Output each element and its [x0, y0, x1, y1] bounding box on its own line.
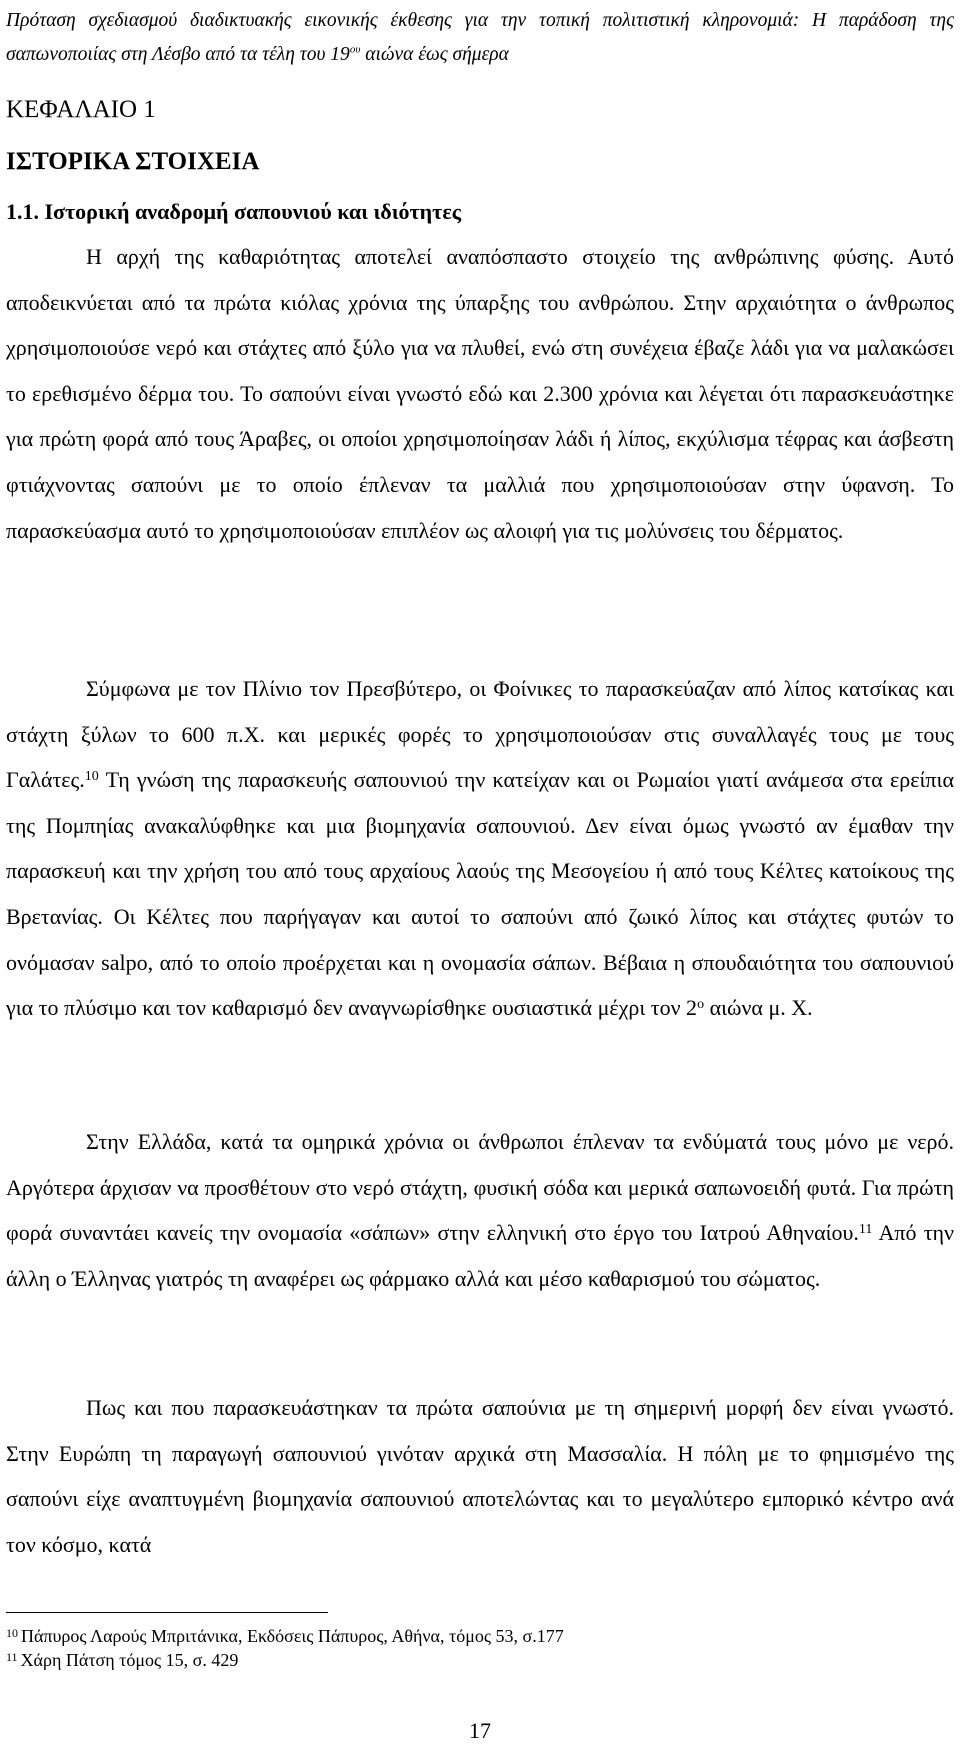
running-header-end: αιώνα έως σήμερα — [360, 44, 509, 65]
paragraph-1: Η αρχή της καθαριότητας αποτελεί αναπόσπαστο στοιχείο της ανθρώπινης φύσης. Αυτό αποδεικνύεται από τα πρώτα κιόλας χρόνια της ύπαρξης του ανθρώπου. Στην αρχαιότητα ο άνθρωπος χρησιμοποιούσε νερό και στάχτες από ξύλο για να πλυθεί, ενώ στη συνέχεια έβαζε λάδι για να μαλακώσει το ερεθισμένο δέρμα του. Το σαπούνι είναι γνωστό εδώ και 2.300 χρόνια και λέγεται ότι παρασκευάστηκε για πρώτη φορά από τους Άραβες, οι οποίοι χρησιμοποίησαν λάδι ή λίπος, εκχύλισμα τέφρας και άσβεστη φτιάχνοντας σαπούνι με το οποίο έπλεναν τα μαλλιά που χρησιμοποιούσαν στην ύφανση. Το παρασκεύασμα αυτό το χρησιμοποιούσαν επιπλέον ως αλοιφή για τις μολύνσεις του δέρματος. — [6, 244, 954, 543]
footnote-number: 11 — [6, 1649, 18, 1664]
footnote-number: 10 — [6, 1625, 18, 1640]
chapter-label: ΚΕΦΑΛΑΙΟ 1 — [6, 96, 156, 123]
running-header — [6, 4, 954, 72]
paragraph-2 — [6, 666, 954, 1031]
ordinal-superscript: ο — [697, 997, 705, 1013]
footnote-ref-10[interactable]: 10 — [84, 769, 99, 785]
footnote-text: Χάρη Πάτση τόμος 15, σ. 429 — [20, 1650, 239, 1670]
paragraph-2-text-c: αιώνα μ. Χ. — [704, 995, 813, 1021]
paragraph-4: Πως και που παρασκευάστηκαν τα πρώτα σαπούνια με τη σημερινή μορφή δεν είναι γνωστό. Στην Ευρώπη τη παραγωγή σαπουνιού γινόταν αρχικά στη Μασσαλία. Η πόλη με το φημισμένο της σαπούνι είχε αναπτυγμένη βιομηχανία σαπουνιού αποτελώντας και το μεγαλύτερο εμπορικό κέντρο ανά τον κόσμο, κατά — [6, 1395, 954, 1557]
paragraph-3 — [6, 1119, 954, 1301]
paragraph-2-text-a: Σύμφωνα με τον Πλίνιο τον Πρεσβύτερο, οι Φοίνικες το παρασκεύαζαν από λίπος κατσίκας και στάχτη ξύλων το 600 π.Χ. και μερικές φορές το χρησιμοποιούσαν στις συναλλαγές τους με τους Γαλάτες. — [6, 676, 954, 793]
footnote-divider — [6, 1612, 328, 1613]
footnote-10 — [6, 1624, 564, 1650]
paragraph-2-text-b: Τη γνώση της παρασκευής σαπουνιού την κατείχαν και οι Ρωμαίοι γιατί ανάμεσα στα ερείπια της Πομπηίας ανακαλύφθηκε και μια βιομηχανία σαπουνιού. Δεν είναι όμως γνωστό αν έμαθαν την παρασκευή και την χρήση του από τους αρχαίους λαούς της Μεσογείου ή από τους Κέλτες κατοίκους της Βρετανίας. Οι Κέλτες που παρήγαγαν και αυτοί το σαπούνι από ζωικό λίπος και στάχτες φυτών το ονόμασαν salpo, από το οποίο προέρχεται και η ονομασία σάπων. Βέβαια η σπουδαιότητα του σαπουνιού για το πλύσιμο και τον καθαρισμό δεν αναγνωρίσθηκε ουσιαστικά μέχρι τον 2 — [6, 767, 954, 1021]
paragraph-3-text-a: Στην Ελλάδα, κατά τα ομηρικά χρόνια οι άνθρωποι έπλεναν τα ενδύματά τους μόνο με νερό. Αργότερα άρχισαν να προσθέτουν στο νερό στάχτη, φυσική σόδα και μερικά σαπωνοειδή φυτά. Για πρώτη φορά συναντάει κανείς την ονομασία «σάπων» στην ελληνική στο έργο του Ιατρού Αθηναίου. — [6, 1129, 954, 1246]
footnote-ref-11[interactable]: 11 — [858, 1222, 873, 1238]
section-title: 1.1. Ιστορική αναδρομή σαπουνιού και ιδιότητες — [6, 199, 461, 224]
page-number: 17 — [469, 1718, 491, 1743]
running-header-main: Πρόταση σχεδιασμού διαδικτυακής εικονικής έκθεσης για την τοπική πολιτιστική κληρονομιά: Η παράδοση της σαπωνοποιίας στη Λέσβο από τα τέλη του 19 — [6, 10, 954, 65]
footnote-text: Πάπυρος Λαρούς Μπριτάνικα, Εκδόσεις Πάπυρος, Αθήνα, τόμος 53, σ.177 — [21, 1626, 564, 1646]
running-header-superscript: ου — [349, 43, 361, 56]
footnote-11 — [6, 1648, 238, 1674]
paragraph-3-text-b: Από την άλλη ο Έλληνας γιατρός τη αναφέρει ως φάρμακο αλλά και μέσο καθαρισμού του σώματος. — [6, 1220, 954, 1291]
chapter-title: ΙΣΤΟΡΙΚΑ ΣΤΟΙΧΕΙΑ — [6, 148, 260, 175]
